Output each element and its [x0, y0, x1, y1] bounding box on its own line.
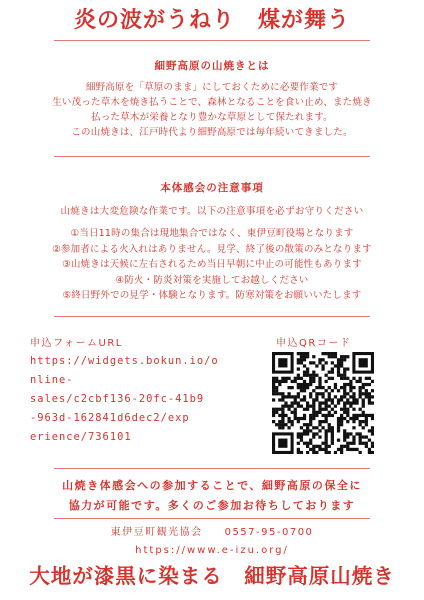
qr-code-graphic	[272, 352, 374, 454]
contact-org: 東伊豆町観光協会	[110, 527, 203, 538]
headline: 炎の波がうねり 煤が舞う	[73, 7, 350, 33]
notes-item: ③山焼きは天候に左右されるため当日早朝に中止の可能性もあります	[62, 259, 362, 270]
form-url-line[interactable]: https://widgets.bokun.io/o	[30, 355, 219, 367]
divider	[54, 40, 370, 41]
form-url-line[interactable]: erience/736101	[30, 431, 132, 443]
qr-label: 申込QRコード	[276, 338, 352, 349]
notes-item: ②参加者による火入れはありません。見学、終了後の散策のみとなります	[52, 243, 372, 255]
notes-item: ⑤終日野外での見学・体験となります。防寒対策をお願いいたします	[62, 290, 362, 301]
website-link[interactable]: https://www.e-izu.org/	[135, 545, 289, 556]
about-line: 生い茂った草木を焼き払うことで、森林となることを食い止め、また焼き	[52, 97, 372, 108]
cta-line: 協力が可能です。多くのご参加お待ちしております	[68, 499, 356, 512]
cta-line: 山焼き体感会への参加することで、細野高原の保全に	[62, 479, 362, 492]
contact-phone[interactable]: 0557-95-0700	[224, 527, 314, 538]
notes-item: ①当日11時の集合は現地集合ではなく、東伊豆町役場となります	[70, 228, 354, 239]
notes-list	[0, 226, 424, 304]
about-line: 細野高原を「草原のまま」にしておくために必要作業です	[85, 82, 339, 93]
about-title: 細野高原の山焼きとは	[154, 60, 270, 72]
about-line: この山焼きは、江戸時代より細野高原では毎年続いてきました。	[71, 127, 353, 138]
contact-info	[0, 523, 424, 538]
divider	[54, 468, 370, 469]
form-url-line[interactable]: nline-	[30, 374, 74, 386]
divider	[54, 316, 370, 317]
divider	[54, 156, 370, 157]
about-paragraph	[8, 80, 416, 140]
qr-code[interactable]	[272, 352, 374, 454]
footer-title: 大地が漆黒に染まる 細野高原山焼き	[29, 564, 395, 588]
form-url-line[interactable]: -963d-162841d6dec2/exp	[30, 412, 190, 424]
notes-item: ④防火・防炎対策を実施してお越しください	[115, 274, 309, 286]
notes-title: 本体感会の注意事項	[160, 182, 264, 194]
form-url-line[interactable]: sales/c2cbf136-20fc-41b9	[30, 393, 205, 405]
call-to-action	[0, 476, 424, 516]
divider	[54, 518, 370, 519]
form-url-link[interactable]	[30, 352, 246, 447]
notes-intro: 山焼きは大変危険な作業です。以下の注意事項を必ずお守りください	[60, 206, 364, 217]
form-label: 申込フォームURL	[30, 338, 123, 349]
about-line: 払った草木が栄養となり豊かな草原として保たれます。	[91, 112, 333, 123]
